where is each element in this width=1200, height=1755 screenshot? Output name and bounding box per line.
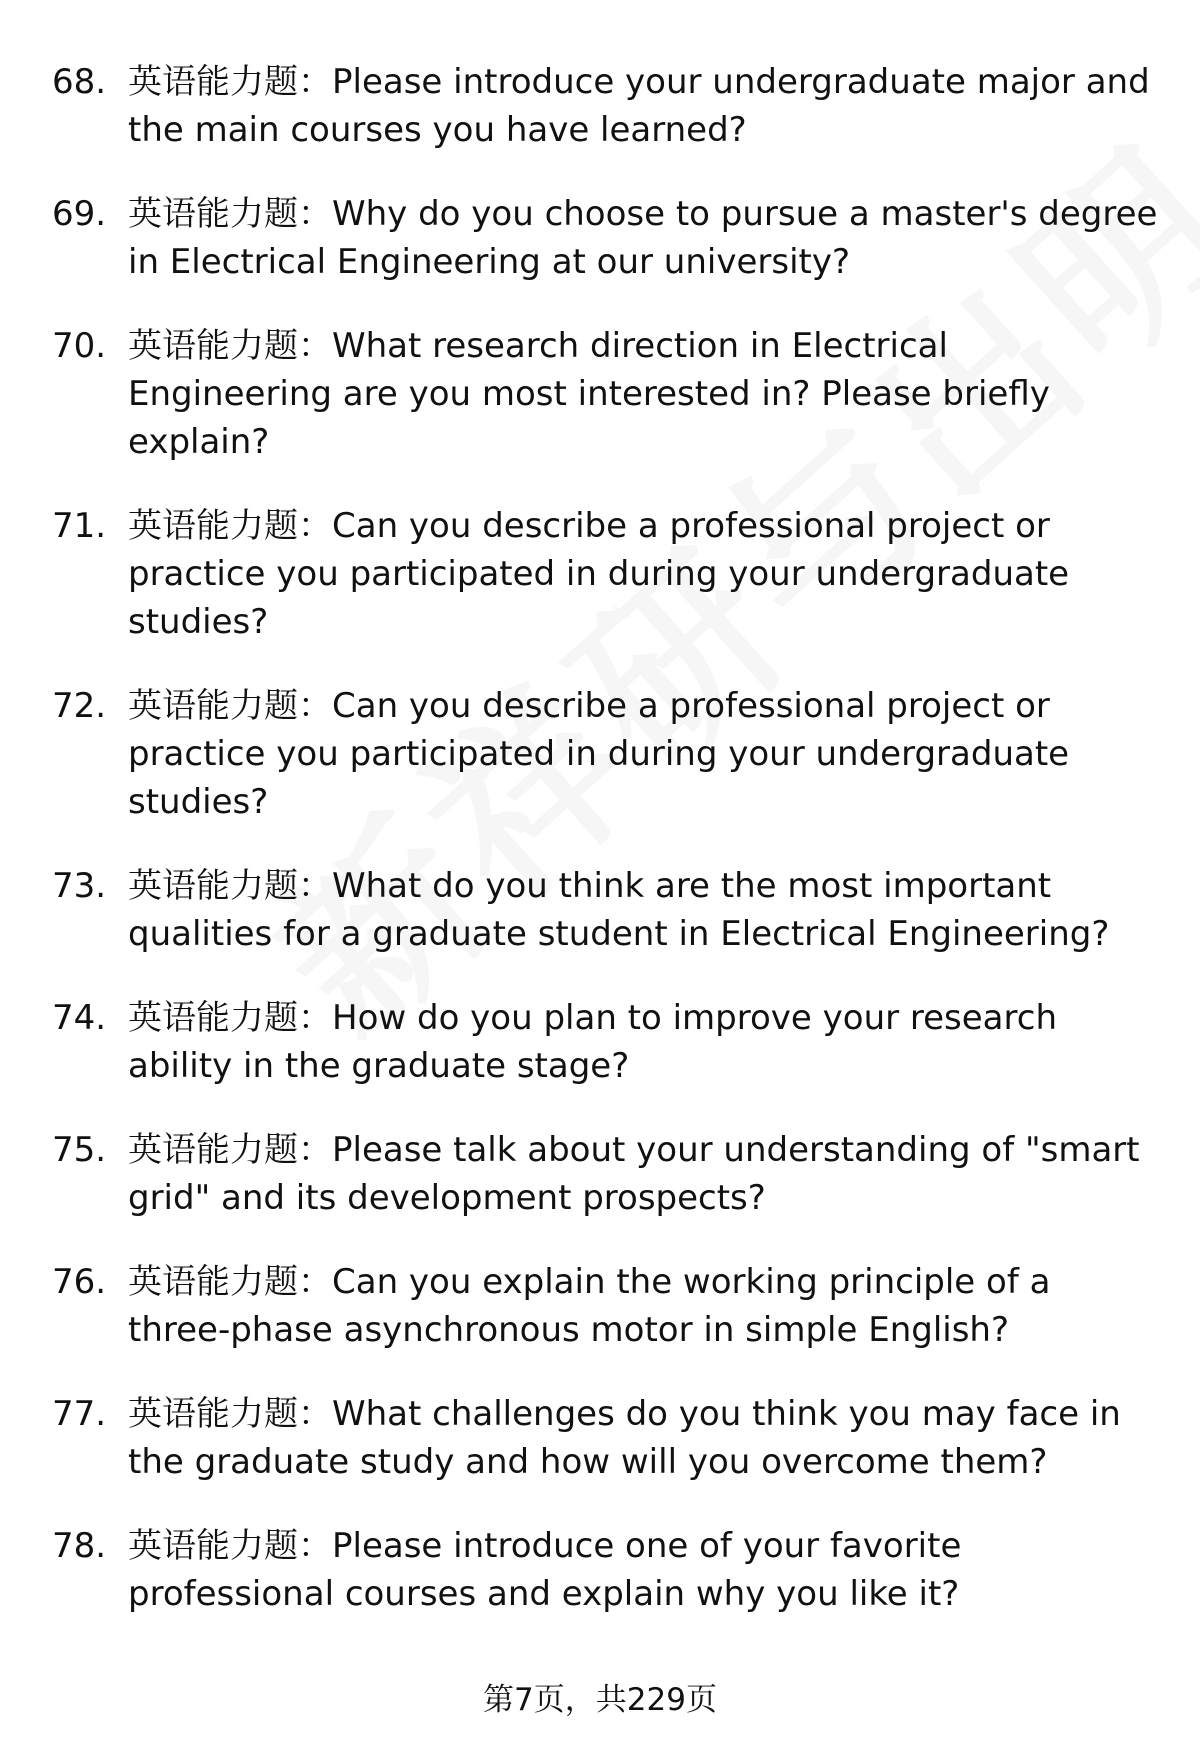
question-number: 78. — [52, 1526, 107, 1566]
question-label: 英语能力题： — [128, 1394, 332, 1434]
question-number: 72. — [52, 686, 107, 726]
question-number: 74. — [52, 998, 107, 1038]
question-label: 英语能力题： — [128, 1262, 332, 1302]
question-number: 70. — [52, 326, 107, 366]
question-body — [128, 994, 1158, 1090]
question-number: 76. — [52, 1262, 107, 1302]
question-text: What research direction in Electrical Engineering are you most interested in? Please briefly explain? — [128, 326, 1050, 462]
question-label: 英语能力题： — [128, 326, 332, 366]
page-footer: 第7页，共229页 — [483, 1682, 717, 1718]
question-number: 68. — [52, 62, 107, 102]
question-body — [128, 1390, 1158, 1486]
question-text: How do you plan to improve your research ability in the graduate stage? — [128, 998, 1057, 1086]
question-label: 英语能力题： — [128, 62, 332, 102]
question-body — [128, 502, 1158, 646]
question-text: Can you explain the working principle of a three-phase asynchronous motor in simple English? — [128, 1262, 1051, 1350]
question-body — [128, 58, 1158, 154]
question-text: What do you think are the most important qualities for a graduate student in Electrical Engineering? — [128, 866, 1110, 954]
question-body — [128, 322, 1158, 466]
question-label: 英语能力题： — [128, 998, 332, 1038]
question-number: 69. — [52, 194, 107, 234]
question-text: Can you describe a professional project or practice you participated in during your undergraduate studies? — [128, 506, 1070, 642]
question-label: 英语能力题： — [128, 686, 332, 726]
question-number: 77. — [52, 1394, 107, 1434]
question-body — [128, 1522, 1158, 1618]
question-text: Why do you choose to pursue a master's degree in Electrical Engineering at our university? — [128, 194, 1158, 282]
question-body — [128, 1126, 1158, 1222]
question-text: Please introduce one of your favorite professional courses and explain why you like it? — [128, 1526, 962, 1614]
question-number: 71. — [52, 506, 107, 546]
question-number: 75. — [52, 1130, 107, 1170]
question-label: 英语能力题： — [128, 506, 332, 546]
question-body — [128, 862, 1158, 958]
question-body — [128, 190, 1158, 286]
question-number: 73. — [52, 866, 107, 906]
question-label: 英语能力题： — [128, 1130, 332, 1170]
question-body — [128, 682, 1158, 826]
question-text: Can you describe a professional project or practice you participated in during your undergraduate studies? — [128, 686, 1070, 822]
question-text: Please introduce your undergraduate major and the main courses you have learned? — [128, 62, 1150, 150]
question-text: What challenges do you think you may face in the graduate study and how will you overcome them? — [128, 1394, 1121, 1482]
question-label: 英语能力题： — [128, 194, 332, 234]
question-label: 英语能力题： — [128, 1526, 332, 1566]
question-body — [128, 1258, 1158, 1354]
question-text: Please talk about your understanding of "smart grid" and its development prospects? — [128, 1130, 1140, 1218]
question-label: 英语能力题： — [128, 866, 332, 906]
